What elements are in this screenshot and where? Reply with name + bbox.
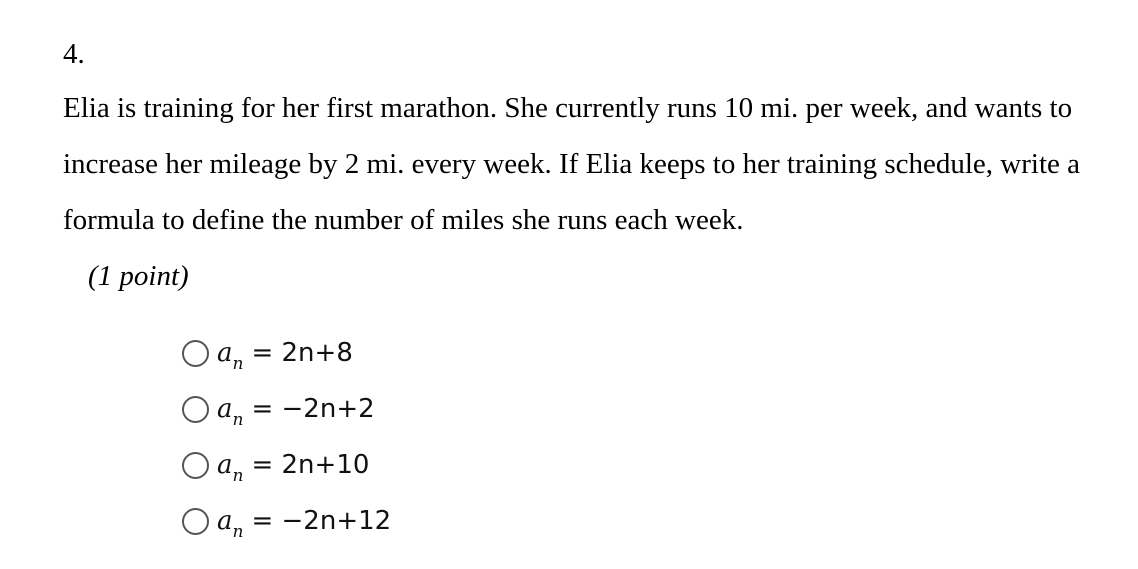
question-points: (1 point) [88,260,189,292]
radio-button-icon[interactable] [182,340,209,367]
question-text: Elia is training for her first marathon. She currently runs 10 mi. per week, and wants to increase her mileage by 2 mi. every week. If Elia keeps to her training schedule, write a formula to define the number of miles she runs each week. [63,92,1080,236]
formula [217,338,353,374]
radio-button-icon[interactable] [182,452,209,479]
formula [217,394,375,430]
answer-option-4[interactable] [182,493,391,549]
formula [217,450,370,486]
formula-variable: a [217,506,233,536]
formula-variable: a [217,450,233,480]
formula-variable: a [217,394,233,424]
question-block [63,28,1123,304]
answer-choices [182,325,391,549]
formula-subscript: n [232,522,244,542]
formula-expression: = 2n+10 [251,450,370,480]
answer-option-2[interactable] [182,381,391,437]
radio-button-icon[interactable] [182,396,209,423]
formula [217,506,392,542]
formula-subscript: n [232,410,244,430]
answer-option-1[interactable] [182,325,391,381]
question-number: 4. [63,38,85,70]
formula-variable: a [217,338,233,368]
formula-expression: = −2n+2 [251,394,375,424]
formula-expression: = 2n+8 [251,338,353,368]
formula-subscript: n [232,466,244,486]
radio-button-icon[interactable] [182,508,209,535]
formula-subscript: n [232,354,244,374]
formula-expression: = −2n+12 [251,506,392,536]
answer-option-3[interactable] [182,437,391,493]
